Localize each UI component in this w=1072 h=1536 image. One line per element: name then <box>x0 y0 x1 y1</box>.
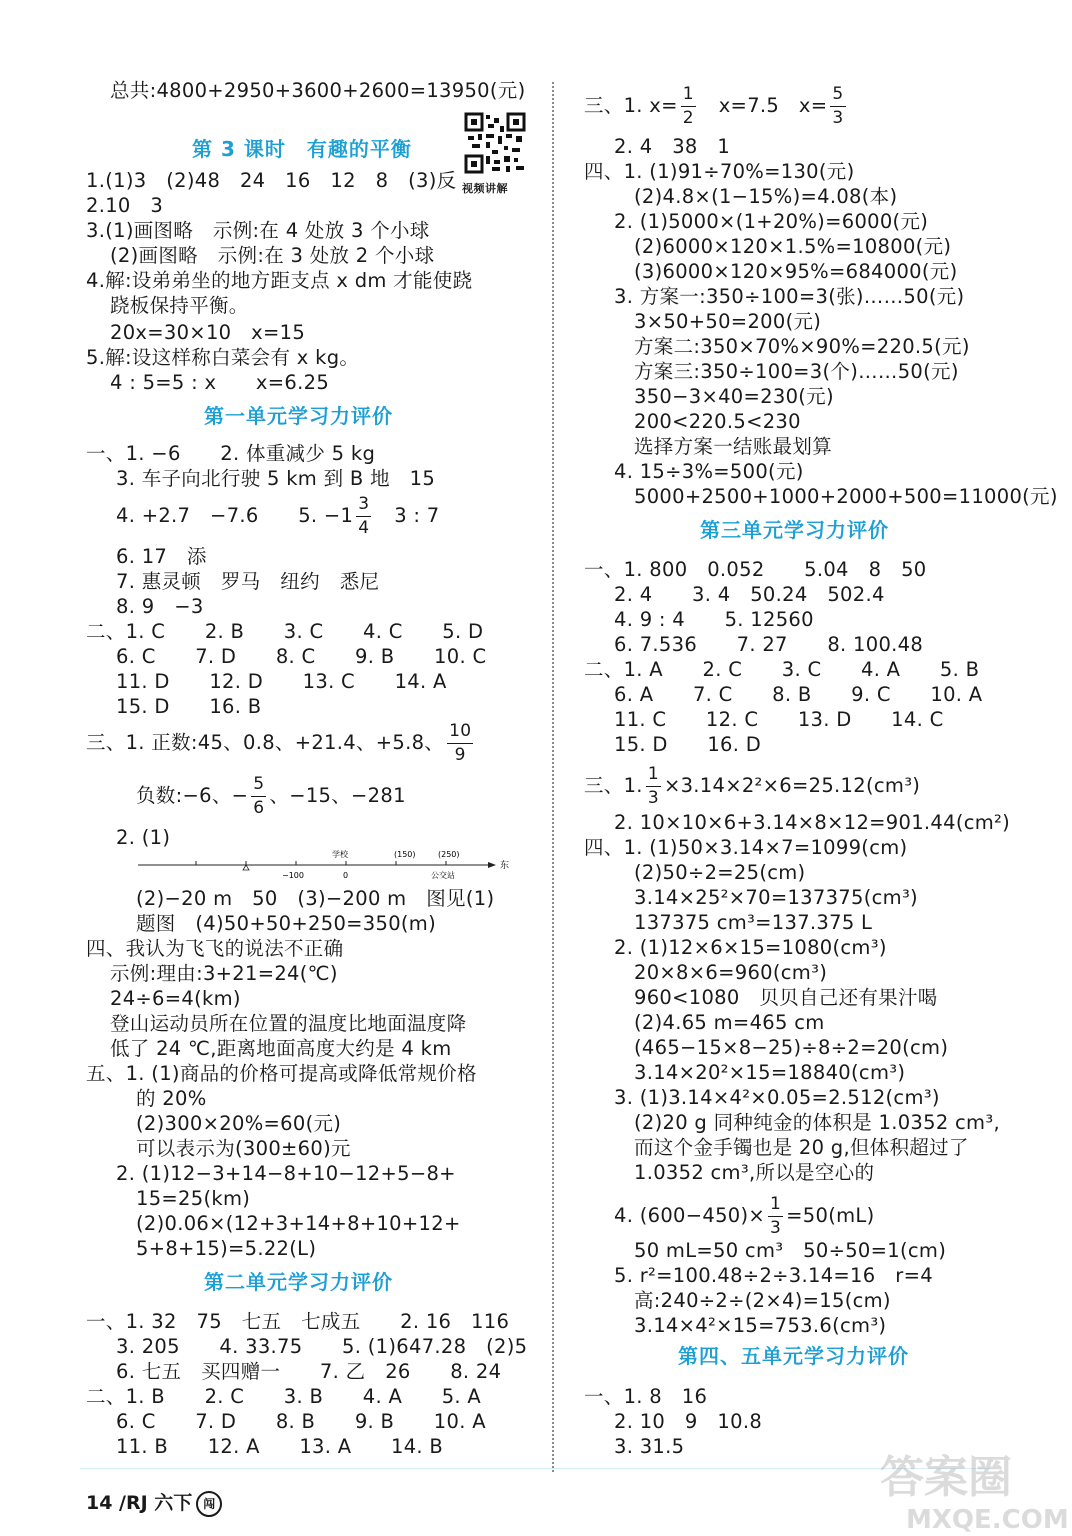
unit1-sec4-d: 登山运动员所在位置的温度比地面温度降 <box>110 1012 467 1035</box>
unit3-sec4-5a: 5. r²=100.48÷2÷3.14=16 r=4 <box>614 1264 933 1287</box>
unit2-sec1-b: 3. 205 4. 33.75 5. (1)647.28 (2)5 <box>116 1335 528 1358</box>
equation-text: 三、1. x= <box>584 94 678 117</box>
unit2-sec1-a: 一、1. 32 75 七五 七成五 2. 16 116 <box>86 1310 510 1333</box>
unit2-sec4-3d: 方案三:350÷100=3(个)……50(元) <box>634 360 959 383</box>
unit1-sec1-e: 7. 惠灵顿 罗马 纽约 悉尼 <box>116 570 380 593</box>
heading-unit-3: 第三单元学习力评价 <box>700 518 889 542</box>
unit3-sec4-2d: (2)4.65 m=465 cm <box>634 1011 825 1034</box>
unit1-sec5-c: (2)300×20%=60(元) <box>136 1112 342 1135</box>
unit3-sec2-b: 6. A 7. C 8. B 9. C 10. A <box>614 683 983 706</box>
unit3-sec4-2f: 3.14×20²×15=18840(cm³) <box>634 1061 906 1084</box>
unit2-sec2-c: 11. B 12. A 13. A 14. B <box>116 1435 444 1458</box>
fraction-den: 9 <box>454 745 466 765</box>
unit3-sec4-5b: 高:240÷2÷(2×4)=15(cm) <box>634 1289 891 1312</box>
unit45-sec1-a: 一、1. 8 16 <box>584 1385 708 1408</box>
unit3-sec4-4a <box>614 1196 875 1237</box>
seal-icon: 闯 <box>196 1491 222 1517</box>
heading-unit-2: 第二单元学习力评价 <box>204 1270 393 1294</box>
negative-numbers-tail: 、−15、−281 <box>269 784 406 807</box>
answer-3a: 3.(1)画图略 示例:在 4 处放 3 个小球 <box>86 219 430 242</box>
page-number: 14 /RJ 六下 <box>86 1492 193 1514</box>
unit1-sec2-d: 15. D 16. B <box>116 695 262 718</box>
fraction-num: 3 <box>356 496 371 517</box>
footer-rule <box>80 1468 990 1469</box>
unit2-sec3-2: 2. 4 38 1 <box>614 135 731 158</box>
unit3-sec4-3d: 1.0352 cm³,所以是空心的 <box>634 1161 875 1184</box>
total-line: 总共:4800+2950+3600+2600=13950(元) <box>110 79 526 102</box>
fraction <box>447 723 473 764</box>
qr-code-icon[interactable] <box>464 112 526 174</box>
answer-4c: 20x=30×10 x=15 <box>110 321 306 344</box>
unit1-sec4-b: 示例:理由:3+21=24(℃) <box>110 962 338 985</box>
label-250: (250) <box>438 850 460 859</box>
unit1-sec2-c: 11. D 12. D 13. C 14. A <box>116 670 447 693</box>
fraction-den: 3 <box>647 788 659 808</box>
unit3-sec4-2e: (465−15×8−25)÷8÷2=20(cm) <box>634 1036 949 1059</box>
watermark-logo <box>870 1440 1070 1536</box>
equation-text: 4. (600−450)× <box>614 1204 766 1227</box>
answer-5a: 5.解:设这样称白菜会有 x kg。 <box>86 346 360 369</box>
unit2-sec4-3g: 选择方案一结账最划算 <box>634 435 833 458</box>
unit1-sec5-d: 可以表示为(300±60)元 <box>136 1137 351 1160</box>
answer-3b: (2)画图略 示例:在 3 处放 2 个小球 <box>110 244 435 267</box>
fraction-den: 6 <box>253 798 265 818</box>
label-east: 东 <box>500 861 510 871</box>
fraction-num: 1 <box>646 766 661 787</box>
unit1-sec1-a: 一、1. −6 2. 体重减少 5 kg <box>86 442 376 465</box>
number-line-arrow <box>488 862 496 868</box>
unit1-sec4-e: 低了 24 ℃,距离地面高度大约是 4 km <box>110 1037 452 1060</box>
unit1-sec3-e: 题图 (4)50+50+250=350(m) <box>136 912 437 935</box>
unit3-sec4-2c: 960<1080 贝贝自己还有果汁喝 <box>634 986 938 1009</box>
label-zero: 0 <box>343 871 349 880</box>
unit2-sec4-2a: 2. (1)5000×(1+20%)=6000(元) <box>614 210 929 233</box>
answer-4a: 4.解:设弟弟坐的地方距支点 x dm 才能使跷 <box>86 269 473 292</box>
unit3-sec1-c: 4. 9 : 4 5. 12560 <box>614 608 814 631</box>
unit3-sec4-3a: 3. (1)3.14×4²×0.05=2.512(cm³) <box>614 1086 940 1109</box>
unit1-sec4-c: 24÷6=4(km) <box>110 987 241 1010</box>
label-school: 学校 <box>332 850 348 859</box>
unit1-sec5-f: 15=25(km) <box>136 1187 251 1210</box>
number-line-diagram <box>136 848 510 884</box>
label-bus-stop: 公交站 <box>431 871 455 880</box>
unit1-sec3-b <box>136 776 406 817</box>
unit1-sec3-c: 2. (1) <box>116 826 171 849</box>
unit2-sec4-2c: (3)6000×120×95%=684000(元) <box>634 260 958 283</box>
fraction <box>681 86 696 127</box>
equation-text: =50(mL) <box>786 1204 875 1227</box>
fraction-den: 3 <box>832 108 844 128</box>
unit2-sec2-a: 二、1. B 2. C 3. B 4. A 5. A <box>86 1385 482 1408</box>
unit1-sec3-d: (2)−20 m 50 (3)−200 m 图见(1) <box>136 887 495 910</box>
unit1-sec1-f: 8. 9 −3 <box>116 595 204 618</box>
unit1-sec5-a: 五、1. (1)商品的价格可提高或降低常规价格 <box>86 1062 477 1085</box>
watermark-url: MXQE.COM <box>906 1505 1069 1535</box>
unit2-sec4-3e: 350−3×40=230(元) <box>634 385 834 408</box>
answer-4b: 跷板保持平衡。 <box>110 294 249 317</box>
unit2-sec1-c: 6. 七五 买四赠一 7. 乙 26 8. 24 <box>116 1360 502 1383</box>
fraction-num: 5 <box>830 86 845 107</box>
unit1-sec1-c <box>116 496 439 537</box>
unit1-sec5-g: (2)0.06×(12+3+14+8+10+12+ <box>136 1212 461 1235</box>
fraction-den: 3 <box>770 1218 782 1238</box>
unit3-sec4-1d: 137375 cm³=137.375 L <box>634 911 873 934</box>
unit3-sec4-2a: 2. (1)12×6×15=1080(cm³) <box>614 936 887 959</box>
unit3-sec2-d: 15. D 16. D <box>614 733 762 756</box>
fraction-num: 1 <box>681 86 696 107</box>
fraction <box>356 496 371 537</box>
unit3-sec4-2b: 20×8×6=960(cm³) <box>634 961 828 984</box>
unit2-sec4-1a: 四、1. (1)91÷70%=130(元) <box>584 160 855 183</box>
unit3-sec4-1c: 3.14×25²×70=137375(cm³) <box>634 886 918 909</box>
unit2-sec4-1b: (2)4.8×(1−15%)=4.08(本) <box>634 185 898 208</box>
unit2-sec4-3c: 方案二:350×70%×90%=220.5(元) <box>634 335 970 358</box>
unit3-sec1-d: 6. 7.536 7. 27 8. 100.48 <box>614 633 924 656</box>
answer-2: 2.10 3 <box>86 194 164 217</box>
unit3-sec4-1a: 四、1. (1)50×3.14×7=1099(cm) <box>584 836 908 859</box>
fraction <box>646 766 661 807</box>
unit2-sec4-4b: 5000+2500+1000+2000+500=11000(元) <box>634 485 1058 508</box>
triangle-marker <box>243 865 249 870</box>
unit1-sec3-a <box>86 723 476 764</box>
unit3-sec4-3b: (2)20 g 同种纯金的体积是 1.0352 cm³, <box>634 1111 1000 1134</box>
label-150: (150) <box>394 850 416 859</box>
unit2-sec4-3f: 200<220.5<230 <box>634 410 801 433</box>
heading-unit-4-5: 第四、五单元学习力评价 <box>678 1344 909 1368</box>
unit45-sec1-c: 3. 31.5 <box>614 1435 685 1458</box>
unit1-sec1-c-tail: 3 : 7 <box>374 504 440 527</box>
unit3-sec4-5c: 3.14×4²×15=753.6(cm³) <box>634 1314 887 1337</box>
fraction-num: 5 <box>251 776 266 797</box>
negative-numbers-text: 负数:−6、− <box>136 784 249 807</box>
unit3-sec1-b: 2. 4 3. 4 50.24 502.4 <box>614 583 885 606</box>
unit45-sec1-b: 2. 10 9 10.8 <box>614 1410 763 1433</box>
qr-caption: 视频讲解 <box>462 182 508 195</box>
unit1-sec1-d: 6. 17 添 <box>116 545 207 568</box>
unit1-sec2-a: 二、1. C 2. B 3. C 4. C 5. D <box>86 620 484 643</box>
unit3-sec4-3c: 而这个金手镯也是 20 g,但体积超过了 <box>634 1136 969 1159</box>
unit2-sec4-3a: 3. 方案一:350÷100=3(张)……50(元) <box>614 285 965 308</box>
unit3-sec2-c: 11. C 12. C 13. D 14. C <box>614 708 944 731</box>
unit2-sec2-b: 6. C 7. D 8. B 9. B 10. A <box>116 1410 486 1433</box>
unit2-sec4-2b: (2)6000×120×1.5%=10800(元) <box>634 235 952 258</box>
unit3-sec3-1 <box>584 766 920 807</box>
answer-1: 1.(1)3 (2)48 24 16 12 8 (3)反 <box>86 169 457 192</box>
answer-5b: 4 : 5=5 : x x=6.25 <box>110 371 330 394</box>
heading-lesson-3: 第 3 课时 有趣的平衡 <box>192 137 412 161</box>
unit3-sec4-4b: 50 mL=50 cm³ 50÷50=1(cm) <box>634 1239 947 1262</box>
equation-text: 三、1. <box>584 774 643 797</box>
fraction <box>251 776 266 817</box>
fraction <box>830 86 845 127</box>
fraction-num: 10 <box>447 723 473 744</box>
unit1-sec5-h: 5+8+15)=5.22(L) <box>136 1237 317 1260</box>
unit1-sec5-b: 的 20% <box>136 1087 207 1110</box>
fraction-den: 4 <box>358 518 370 538</box>
unit2-sec3-1 <box>584 86 849 127</box>
unit1-sec1-c-text: 4. +2.7 −7.6 5. −1 <box>116 504 354 527</box>
unit3-sec3-2: 2. 10×10×6+3.14×8×12=901.44(cm²) <box>614 811 1011 834</box>
fraction-den: 2 <box>682 108 694 128</box>
unit1-sec1-b: 3. 车子向北行驶 5 km 到 B 地 15 <box>116 467 436 490</box>
unit3-sec4-1b: (2)50÷2=25(cm) <box>634 861 806 884</box>
equation-text: x=7.5 x= <box>698 94 828 117</box>
unit1-sec2-b: 6. C 7. D 8. C 9. B 10. C <box>116 645 487 668</box>
fraction <box>768 1196 783 1237</box>
label-minus-100: −100 <box>282 871 304 880</box>
page-footer <box>86 1488 222 1517</box>
column-divider <box>552 82 554 1472</box>
unit1-sec4-a: 四、我认为飞飞的说法不正确 <box>86 937 344 960</box>
unit2-sec4-3b: 3×50+50=200(元) <box>634 310 822 333</box>
unit2-sec4-4a: 4. 15÷3%=500(元) <box>614 460 804 483</box>
fraction-num: 1 <box>768 1196 783 1217</box>
unit3-sec1-a: 一、1. 800 0.052 5.04 8 50 <box>584 558 927 581</box>
unit3-sec2-a: 二、1. A 2. C 3. C 4. A 5. B <box>584 658 980 681</box>
equation-text: ×3.14×2²×6=25.12(cm³) <box>663 774 921 797</box>
unit1-sec5-e: 2. (1)12−3+14−8+10−12+5−8+ <box>116 1162 456 1185</box>
watermark-text: 答案圈 <box>880 1452 1012 1503</box>
heading-unit-1: 第一单元学习力评价 <box>204 404 393 428</box>
positive-numbers-text: 三、1. 正数:45、0.8、+21.4、+5.8、 <box>86 731 445 754</box>
